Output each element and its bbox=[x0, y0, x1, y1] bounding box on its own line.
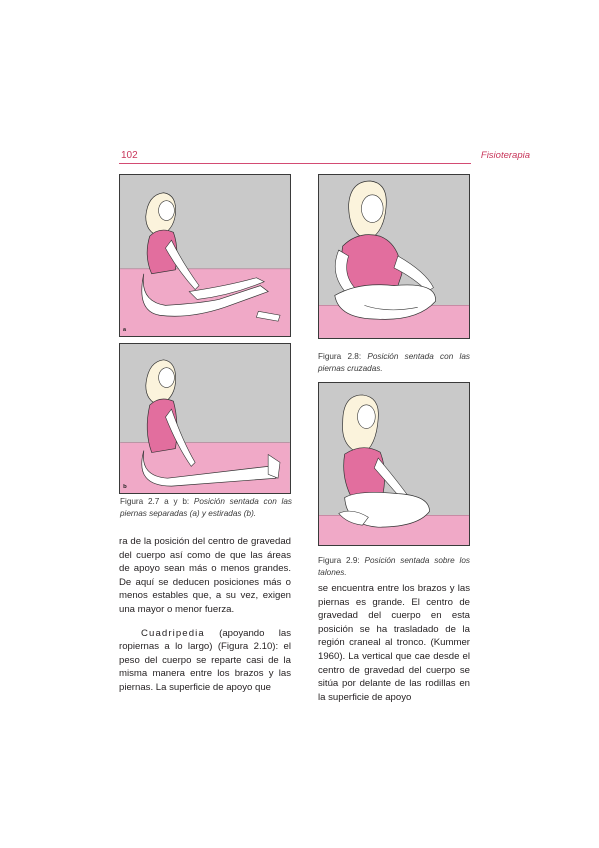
figure-2-8 bbox=[318, 174, 470, 339]
header-rule bbox=[119, 163, 471, 164]
right-paragraph-1: se encuentra entre los brazos y las piernas es grande. El centro de gravedad del cuerpo en esta posición se ha trasladado de la región craneal al tronco. (Kummer 1960). La vertical que cae desde el centro de gravedad del cuerpo se sitúa por delante de las rodillas en la superficie de apoyo bbox=[318, 583, 470, 703]
figure-2-7b-label: b bbox=[123, 484, 127, 491]
figure-2-8-illustration bbox=[319, 175, 469, 338]
figure-2-9-caption-text: Posición sentada sobre los talones. bbox=[318, 556, 471, 577]
figure-2-7a bbox=[119, 174, 291, 337]
left-paragraph-2-text: (apoyando las ropiernas a lo largo) (Figura 2.10): el peso del cuerpo se reparte casi de la misma manera entre los brazos y las piernas. La superficie de apoyo que bbox=[119, 627, 291, 693]
right-column-text bbox=[318, 582, 470, 704]
figure-2-7-caption-text: Posición sentada con las piernas separadas (a) y estiradas (b). bbox=[120, 497, 292, 518]
figure-2-8-caption-prefix: Figura 2.8: bbox=[318, 352, 368, 361]
figure-2-7a-label: a bbox=[123, 327, 127, 334]
figure-2-7a-illustration bbox=[120, 175, 290, 336]
figure-2-8-caption-text: Posición sentada con las piernas cruzadas. bbox=[318, 352, 470, 373]
page-number: 102 bbox=[121, 150, 138, 161]
figure-2-9-illustration bbox=[319, 383, 469, 545]
figure-2-9-caption-prefix: Figura 2.9: bbox=[318, 556, 365, 565]
term-cuadripedia: Cuadripedia bbox=[141, 627, 205, 639]
figure-2-7b-illustration bbox=[120, 344, 290, 493]
left-paragraph-1: ra de la posición del centro de gravedad del cuerpo así como de que las áreas de apoyo sean más o menos grandes. De aquí se deducen posiciones más o menos estables que, a su vez, exigen una mayor o menor fuerza. bbox=[119, 536, 291, 615]
figure-2-8-caption bbox=[318, 351, 470, 374]
left-paragraph-2 bbox=[119, 627, 291, 695]
figure-2-9-caption bbox=[318, 555, 470, 578]
figure-2-9 bbox=[318, 382, 470, 546]
figure-2-7b bbox=[119, 343, 291, 494]
figure-2-7-caption bbox=[120, 496, 292, 519]
figure-2-7-caption-prefix: Figura 2.7 a y b: bbox=[120, 497, 194, 506]
section-title: Fisioterapia bbox=[480, 150, 530, 161]
left-column-text bbox=[119, 535, 291, 695]
